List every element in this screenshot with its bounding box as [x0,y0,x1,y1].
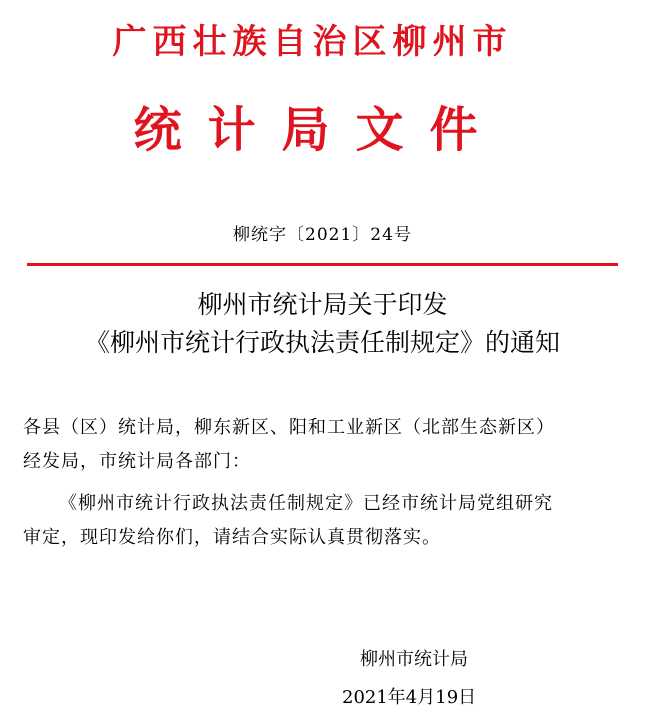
body-line-1: 《柳州市统计行政执法责任制规定》已经市统计局党组研究 [59,493,553,514]
document-type-heading: 统计局文件 [133,102,504,158]
document-title [0,286,645,362]
addressee-block [23,411,623,479]
title-line-1: 柳州市统计局关于印发 [197,290,448,319]
addressee-line-2: 经发局，市统计局各部门： [23,451,251,472]
body-paragraph [23,487,623,555]
title-line-2: 《柳州市统计行政执法责任制规定》的通知 [84,328,560,357]
issuer-name: 广西壮族自治区柳州市 [112,22,513,62]
signature-organization: 柳州市统计局 [360,649,468,670]
red-divider-line [27,263,618,266]
addressee-line-1: 各县（区）统计局，柳东新区、阳和工业新区（北部生态新区） [23,417,555,438]
signature-date: 2021年4月19日 [342,687,477,708]
body-line-2: 审定，现印发给你们，请结合实际认真贯彻落实。 [23,527,441,548]
document-number: 柳统字〔2021〕24号 [233,225,412,245]
